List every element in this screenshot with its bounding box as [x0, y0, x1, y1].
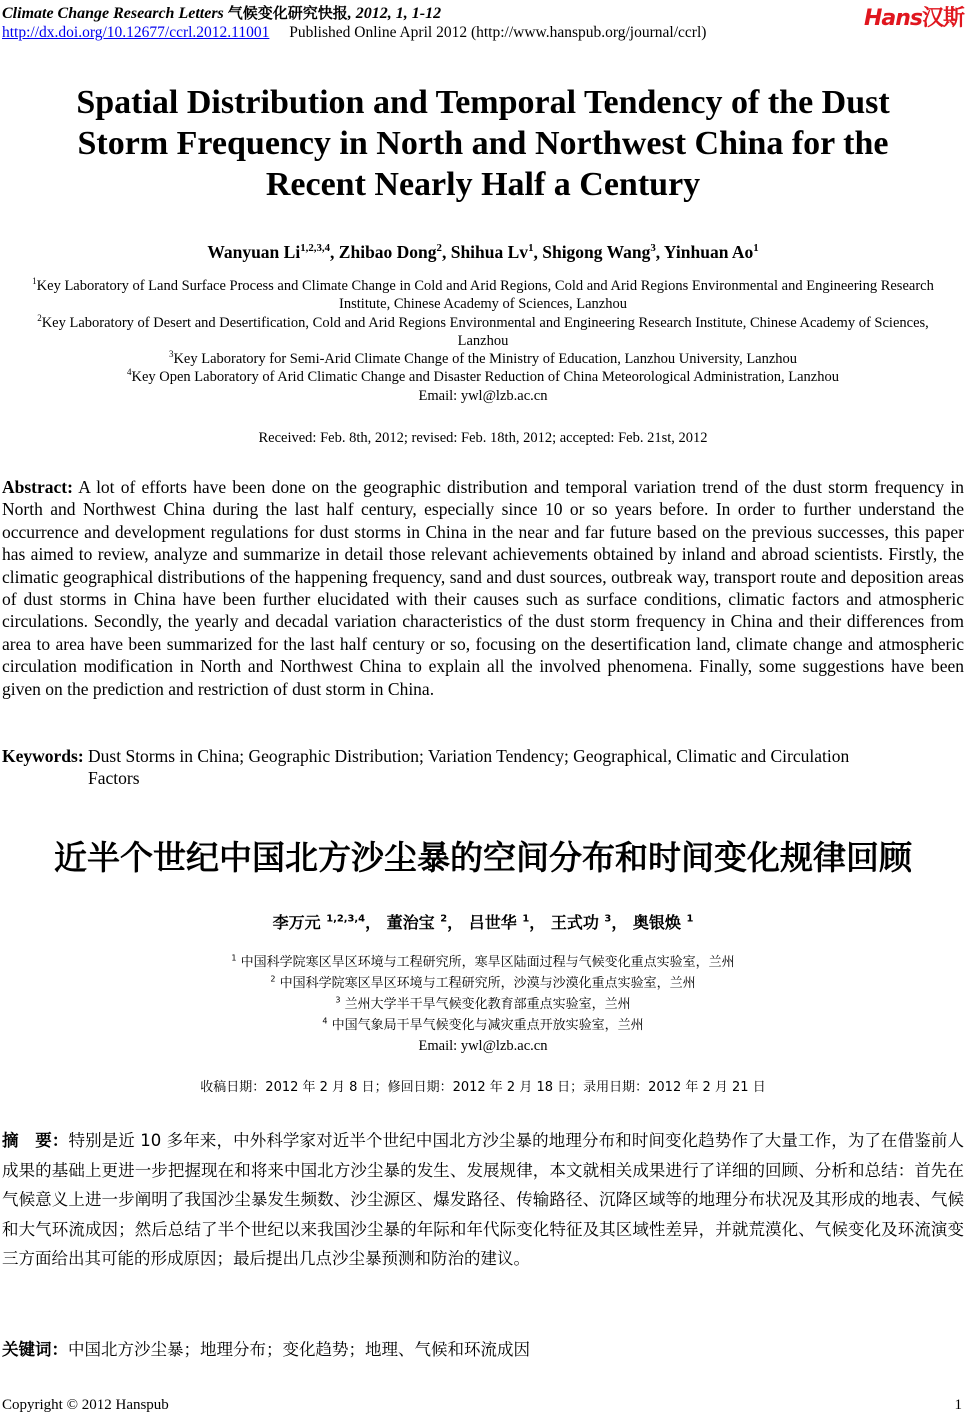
keywords-text: Dust Storms in China; Geographic Distribution; Variation Tendency; Geographical, Climatic and Circulation Factors: [88, 746, 850, 789]
affiliation-list: [30, 277, 936, 405]
author-cn: 吕世华 $^1$: [468, 913, 530, 932]
email-cn: Email: ywl@lzb.ac.cn: [418, 1038, 548, 1054]
author-cn: 董治宝 $^2$: [386, 913, 448, 932]
paper-title: Spatial Distribution and Temporal Tendency of the Dust Storm Frequency in North and Northwest China for the Recent Nearly Half a Century: [76, 84, 890, 203]
abstract-text: A lot of efforts have been done on the geographic distribution and temporal variation trend of the dust storm frequency in North and Northwest China during the last half century, especially since 10 or so years before. In order to further understand the occurrence and development regulations for dust storms in China in the near and far future based on the previous successes, this paper has aimed to review, analyze and summarize in detail those relevant achievements obtained by inland and abroad scientists. Firstly, the climatic geographical distributions of the happening frequency, sand and dust sources, outbreak way, transport route and deposition areas of dust storms in China have been further elucidated with their causes such as surface conditions, climatic factors and atmospheric circulations. Secondly, the yearly and decadal variation characteristics of the dust storm frequency in China and their differences from area to area have been summarized for the last half century or so, focusing on the desertification land, climate change and atmospheric circulation modification in North and Northwest China to explain all the involved phenomena. Finally, some suggestions have been given on the prediction and restriction of dust storm in China.: [2, 477, 964, 699]
copyright: Copyright © 2012 Hanspub: [2, 1397, 169, 1413]
author-cn: 王式功 $^3$: [550, 913, 612, 932]
author: Yinhuan Ao$^1$: [663, 242, 759, 262]
affiliation: $^2$Key Laboratory of Desert and Desertification, Cold and Arid Regions Environmental and Engineering Research Institute, Chinese Academy of Sciences, Lanzhou: [37, 312, 929, 349]
keywords-label-cn: 关键词：: [2, 1340, 68, 1359]
affiliation: $^1$Key Laboratory of Land Surface Process and Climate Change in Cold and Arid Regions, Cold and Arid Regions Environmental and Engineering Research Institute, Chinese Academy of Sciences, Lanzhou: [32, 276, 934, 313]
affiliation-cn: $^4$ 中国气象局干旱气候变化与减灾重点开放实验室，兰州: [322, 1016, 644, 1033]
journal-issue: , 2012, 1, 1-12: [347, 5, 442, 22]
author: Shigong Wang$^3$: [542, 242, 656, 262]
author: Wanyuan Li$^{1,2,3,4}$: [207, 242, 331, 262]
published-online: Published Online April 2012 (http://www.hanspub.org/journal/ccrl): [289, 24, 707, 41]
affiliation: $^3$Key Laboratory for Semi-Arid Climate Change of the Ministry of Education, Lanzhou University, Lanzhou: [168, 349, 798, 368]
doi-line: [2, 24, 706, 42]
page-number: 1: [954, 1397, 962, 1413]
page-footer: [2, 1397, 964, 1414]
doi-link[interactable]: http://dx.doi.org/10.12677/ccrl.2012.11001: [2, 24, 270, 41]
author-cn: 奥银焕 $^1$: [632, 913, 694, 932]
affiliation-cn: $^3$ 兰州大学半干旱气候变化教育部重点实验室，兰州: [335, 995, 631, 1012]
abstract-label: Abstract:: [2, 477, 73, 497]
journal-name: Climate Change Research Letters: [2, 5, 224, 22]
received-dates-cn: 收稿日期：2012 年 2 月 8 日；修回日期：2012 年 2 月 18 日；录用日期：2012 年 2 月 21 日: [200, 1080, 766, 1095]
hans-logo: [864, 1, 964, 32]
author-cn: 李万元 $^{1,2,3,4}$: [272, 913, 366, 932]
logo-cn: 汉斯: [921, 6, 964, 31]
paper-title-cn: 近半个世纪中国北方沙尘暴的空间分布和时间变化规律回顾: [54, 838, 912, 877]
journal-name-cn: 气候变化研究快报: [227, 4, 348, 22]
abstract: [2, 476, 964, 700]
abstract-label-cn: 摘 要：: [2, 1131, 69, 1150]
author-list: Wanyuan Li$^{1,2,3,4}$, Zhibao Dong$^2$, Shihua Lv$^1$, Shigong Wang$^3$, Yinhuan Ao$^1$: [207, 242, 759, 262]
author-list-cn: 李万元 $^{1,2,3,4}$， 董治宝 $^2$， 吕世华 $^1$， 王式功 $^3$， 奥银焕 $^1$: [272, 913, 694, 932]
abstract-cn: [2, 1126, 964, 1274]
email: Email: ywl@lzb.ac.cn: [418, 387, 548, 404]
author: Shihua Lv$^1$: [450, 242, 534, 262]
keywords-cn: [2, 1336, 964, 1360]
abstract-text-cn: 特别是近 10 多年来，中外科学家对近半个世纪中国北方沙尘暴的地理分布和时间变化趋势作了大量工作，为了在借鉴前人成果的基础上更进一步把握现在和将来中国北方沙尘暴的发生、发展规律，本文就相关成果进行了详细的回顾、分析和总结：首先在气候意义上进一步阐明了我国沙尘暴发生频数、沙尘源区、爆发路径、传输路径、沉降区域等的地理分布状况及其形成的地表、气候和大气环流成因；然后总结了半个世纪以来我国沙尘暴的年际和年代际变化特征及其区域性差异，并就荒漠化、气候变化及环流演变三方面给出其可能的形成原因；最后提出几点沙尘暴预测和防治的建议。: [2, 1131, 964, 1268]
journal-line: [2, 2, 441, 23]
affiliation: $^4$Key Open Laboratory of Arid Climatic Change and Disaster Reduction of China Meteorological Administration, Lanzhou: [126, 367, 839, 386]
keywords-label: Keywords:: [2, 746, 84, 766]
page-header: [0, 0, 966, 50]
author: Zhibao Dong$^2$: [338, 242, 442, 262]
keywords-text-cn: 中国北方沙尘暴；地理分布；变化趋势；地理、气候和环流成因: [68, 1340, 530, 1359]
received-dates: Received: Feb. 8th, 2012; revised: Feb. 18th, 2012; accepted: Feb. 21st, 2012: [258, 430, 708, 446]
affiliation-cn: $^1$ 中国科学院寒区旱区环境与工程研究所，寒旱区陆面过程与气候变化重点实验室，兰州: [231, 953, 735, 970]
logo-latin: Hans: [863, 6, 922, 31]
affiliation-cn: $^2$ 中国科学院寒区旱区环境与工程研究所，沙漠与沙漠化重点实验室，兰州: [270, 974, 696, 991]
affiliation-list-cn: [0, 952, 966, 1057]
keywords: [2, 745, 964, 790]
